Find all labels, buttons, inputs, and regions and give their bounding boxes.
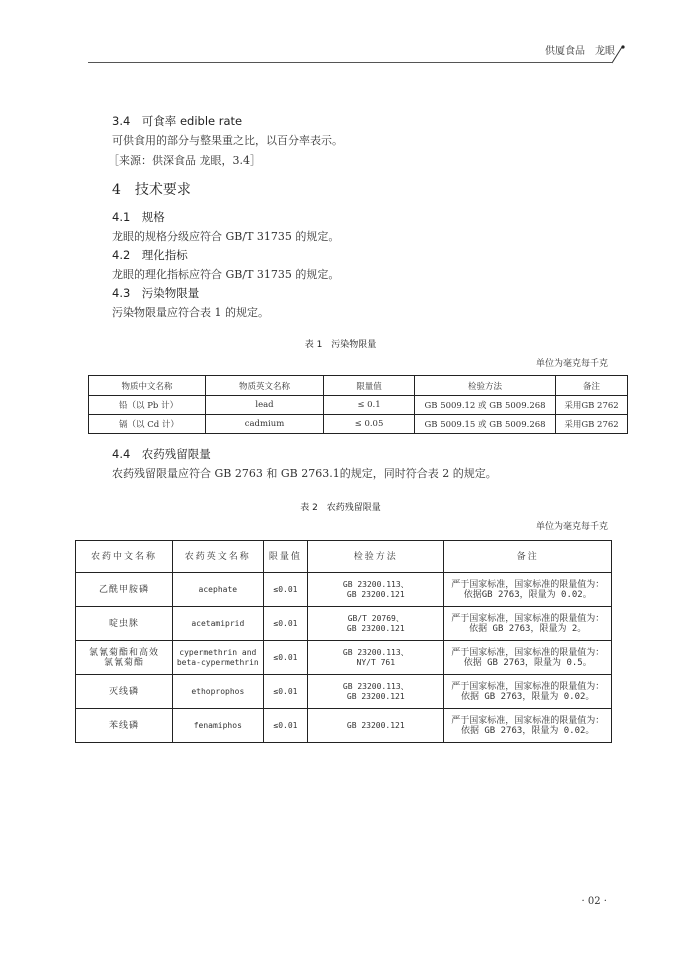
table-cell: lead	[206, 396, 324, 415]
cell-line: 氯氰菊酯	[103, 657, 144, 668]
table-cell: 乙酰甲胺磷	[76, 573, 173, 607]
cell-line: 依据GB 2763，限量为 0.02。	[463, 589, 592, 600]
table-cell	[444, 675, 612, 709]
cell-line: NY/T 761	[356, 657, 396, 667]
table-row	[76, 641, 612, 675]
table-cell: 铅（以 Pb 计）	[89, 396, 206, 415]
table-cell: 苯线磷	[76, 709, 173, 743]
table-header-cell: 农药英文名称	[172, 541, 263, 573]
table-cell: GB 23200.121	[308, 709, 444, 743]
section-4-4-body: 农药残留限量应符合 GB 2763 和 GB 2763.1的规定，同时符合表 2 的规定。	[112, 467, 497, 480]
table1-caption: 表 1 污染物限量	[304, 340, 377, 350]
cell-line: cypermethrin and	[179, 647, 257, 657]
section-4-3-body: 污染物限量应符合表 1 的规定。	[112, 306, 269, 319]
cell-line: 严于国家标准，国家标准的限量值为：	[451, 647, 605, 658]
cell-line: GB 23200.113、	[342, 579, 409, 589]
table-header-cell: 物质英文名称	[206, 376, 324, 396]
page-number: · 02 ·	[581, 896, 607, 907]
section-4-1-body: 龙眼的规格分级应符合 GB/T 31735 的规定。	[112, 230, 340, 243]
section-3-4-body: 可供食用的部分与整果重之比，以百分率表示。	[112, 134, 343, 147]
cell-line: 依据 GB 2763，限量为 0.02。	[460, 725, 595, 736]
table-header-cell: 农药中文名称	[76, 541, 173, 573]
header-rule	[88, 62, 613, 63]
table-row	[76, 675, 612, 709]
section-4-title: 4 技术要求	[112, 182, 191, 198]
table-row	[76, 709, 612, 743]
cell-line: GB 23200.121	[346, 623, 405, 633]
cell-line: 严于国家标准，国家标准的限量值为：	[451, 613, 605, 624]
section-4-1-title: 4.1 规格	[112, 210, 165, 224]
section-3-4-title: 3.4 可食率 edible rate	[112, 114, 243, 128]
table-cell	[444, 573, 612, 607]
table-cell: 采用GB 2762	[556, 396, 628, 415]
table-header-row	[89, 376, 628, 396]
table-header-cell: 限量值	[263, 541, 307, 573]
table-cell: ≤0.01	[263, 709, 307, 743]
table-header-row	[76, 541, 612, 573]
table-row	[89, 396, 628, 415]
table-cell: cadmium	[206, 415, 324, 434]
table-row	[76, 573, 612, 607]
table-header-cell: 检验方法	[415, 376, 556, 396]
section-3-4-source: ［来源：供深食品 龙眼，3.4］	[108, 154, 261, 167]
table-cell: ethoprophos	[172, 675, 263, 709]
table-cell: 灭线磷	[76, 675, 173, 709]
table-cell: 采用GB 2762	[556, 415, 628, 434]
cell-line: 依据 GB 2763，限量为 0.02。	[460, 691, 595, 702]
table-cell: GB 5009.15 或 GB 5009.268	[415, 415, 556, 434]
cell-line: 严于国家标准，国家标准的限量值为：	[451, 579, 605, 590]
cell-line: 依据 GB 2763，限量为 0.5。	[463, 657, 592, 668]
table-header-cell: 检验方法	[308, 541, 444, 573]
table1-unit: 单位为毫克每千克	[535, 359, 608, 369]
table-cell	[172, 641, 263, 675]
table-header-cell: 备注	[444, 541, 612, 573]
table-cell	[444, 607, 612, 641]
contaminant-table	[88, 375, 628, 434]
table-cell: acetamiprid	[172, 607, 263, 641]
table-cell: fenamiphos	[172, 709, 263, 743]
table-cell	[444, 709, 612, 743]
table-cell: ≤0.01	[263, 573, 307, 607]
table-cell: 啶虫脒	[76, 607, 173, 641]
table-cell: acephate	[172, 573, 263, 607]
table-header-cell: 物质中文名称	[89, 376, 206, 396]
table-row	[76, 607, 612, 641]
section-4-2-body: 龙眼的理化指标应符合 GB/T 31735 的规定。	[112, 268, 340, 281]
table-cell: ≤0.01	[263, 641, 307, 675]
table-cell: ≤0.01	[263, 607, 307, 641]
cell-line: GB 23200.113、	[342, 681, 409, 691]
section-4-3-title: 4.3 污染物限量	[112, 286, 200, 300]
cell-line: GB 23200.113、	[342, 647, 409, 657]
table-cell: ≤ 0.05	[324, 415, 415, 434]
cell-line: 依据 GB 2763，限量为 2。	[469, 623, 587, 634]
table-cell: ≤0.01	[263, 675, 307, 709]
table-header-cell: 限量值	[324, 376, 415, 396]
section-4-2-title: 4.2 理化指标	[112, 248, 188, 262]
cell-line: beta-cypermethrin	[176, 657, 259, 667]
table-cell: GB 5009.12 或 GB 5009.268	[415, 396, 556, 415]
running-header: 供厦食品 龙眼	[545, 46, 615, 57]
cell-line: 严于国家标准，国家标准的限量值为：	[451, 681, 605, 692]
pesticide-table	[75, 540, 612, 743]
table-cell	[308, 607, 444, 641]
table-cell: ≤ 0.1	[324, 396, 415, 415]
table-cell	[308, 675, 444, 709]
table-cell	[76, 641, 173, 675]
header-slash-mark	[610, 44, 626, 64]
section-4-4-title: 4.4 农药残留限量	[112, 447, 211, 461]
cell-line: 严于国家标准，国家标准的限量值为：	[451, 715, 605, 726]
table-cell	[308, 573, 444, 607]
table-cell	[444, 641, 612, 675]
cell-line: GB 23200.121	[346, 589, 405, 599]
cell-line: GB 23200.121	[346, 691, 405, 701]
table-cell	[308, 641, 444, 675]
table2-caption: 表 2 农药残留限量	[300, 503, 381, 513]
table-cell: 镉（以 Cd 计）	[89, 415, 206, 434]
table2-unit: 单位为毫克每千克	[535, 522, 608, 532]
table-header-cell: 备注	[556, 376, 628, 396]
cell-line: 氯氰菊酯和高效	[88, 647, 159, 658]
cell-line: GB/T 20769、	[347, 613, 404, 623]
table-row	[89, 415, 628, 434]
